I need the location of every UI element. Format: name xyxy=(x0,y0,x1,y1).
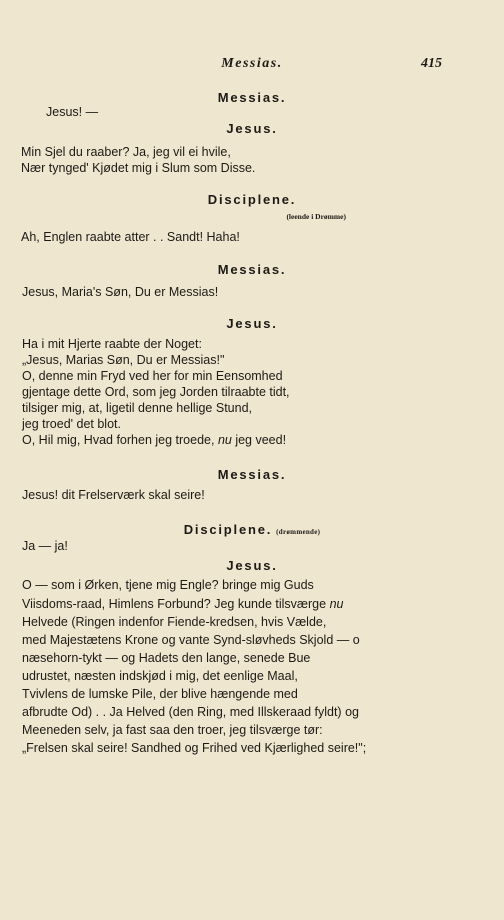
speaker-heading: Messias. xyxy=(217,90,287,105)
speaker-heading: Disciplene. xyxy=(207,192,297,207)
verse-line: Jesus, Maria's Søn, Du er Messias! xyxy=(22,285,219,299)
verse-line: O, denne min Fryd ved her for min Eensomhed xyxy=(22,369,283,383)
speaker-heading: Messias. xyxy=(217,262,287,277)
verse-line: Helvede (Ringen indenfor Fiende-kredsen, hvis Vælde, xyxy=(22,615,327,629)
verse-line: Ja — ja! xyxy=(22,539,68,553)
speaker-heading: Jesus. xyxy=(226,121,278,136)
speaker-name: Disciplene. xyxy=(183,522,273,537)
verse-line: „Frelsen skal seire! Sandhed og Frihed ved Kjærlighed seire!"; xyxy=(22,741,367,755)
verse-line: Nær tynged' Kjødet mig i Slum som Disse. xyxy=(21,161,256,175)
verse-line: udrustet, næsten indskjød i mig, det eenlige Maal, xyxy=(22,669,298,683)
page-number: 415 xyxy=(421,56,442,71)
verse-line: Min Sjel du raaber? Ja, jeg vil ei hvile, xyxy=(21,145,231,159)
emphasis-text: nu xyxy=(217,433,232,447)
speaker-heading: Jesus. xyxy=(226,558,278,573)
stage-direction: (drømmende) xyxy=(276,528,321,536)
verse-line: Meeneden selv, ja fast saa den troer, jeg tilsværge tør: xyxy=(22,723,323,737)
running-title: Messias. xyxy=(221,56,283,71)
verse-text: jeg veed! xyxy=(231,433,287,447)
verse-line: Jesus! dit Frelserværk skal seire! xyxy=(22,488,205,502)
speaker-heading: Jesus. xyxy=(226,316,278,331)
verse-line: næsehorn-tykt — og Hadets den lange, senede Bue xyxy=(22,651,311,665)
verse-line: afbrudte Od) . . Ja Helved (den Ring, med Illskeraad fyldt) og xyxy=(22,705,359,719)
verse-line: O — som i Ørken, tjene mig Engle? bringe mig Guds xyxy=(22,578,314,592)
verse-text: Viisdoms-raad, Himlens Forbund? Jeg kunde tilsværge xyxy=(22,597,330,611)
verse-line: gjentage dette Ord, som jeg Jorden tilraabte tidt, xyxy=(22,385,290,399)
verse-line: tilsiger mig, at, ligetil denne hellige Stund, xyxy=(22,401,252,415)
verse-line xyxy=(22,432,286,448)
verse-line: Jesus! — xyxy=(46,105,99,119)
emphasis-text: nu xyxy=(329,597,344,611)
verse-line: Tvivlens de lumske Pile, der blive hængende med xyxy=(22,687,298,701)
verse-line xyxy=(22,596,343,612)
verse-text: O, Hil mig, Hvad forhen jeg troede, xyxy=(22,433,218,447)
verse-line: jeg troed' det blot. xyxy=(22,417,121,431)
verse-line: Ah, Englen raabte atter . . Sandt! Haha! xyxy=(21,230,240,244)
verse-line: med Majestætens Krone og vante Synd-sløvheds Skjold — o xyxy=(22,633,360,647)
speaker-heading: Messias. xyxy=(217,467,287,482)
verse-line: „Jesus, Marias Søn, Du er Messias!" xyxy=(22,353,225,367)
verse-line: Ha i mit Hjerte raabte der Noget: xyxy=(22,337,202,351)
stage-direction: (leende i Drømme) xyxy=(286,212,346,221)
speaker-heading xyxy=(0,522,504,537)
running-header xyxy=(0,56,504,76)
